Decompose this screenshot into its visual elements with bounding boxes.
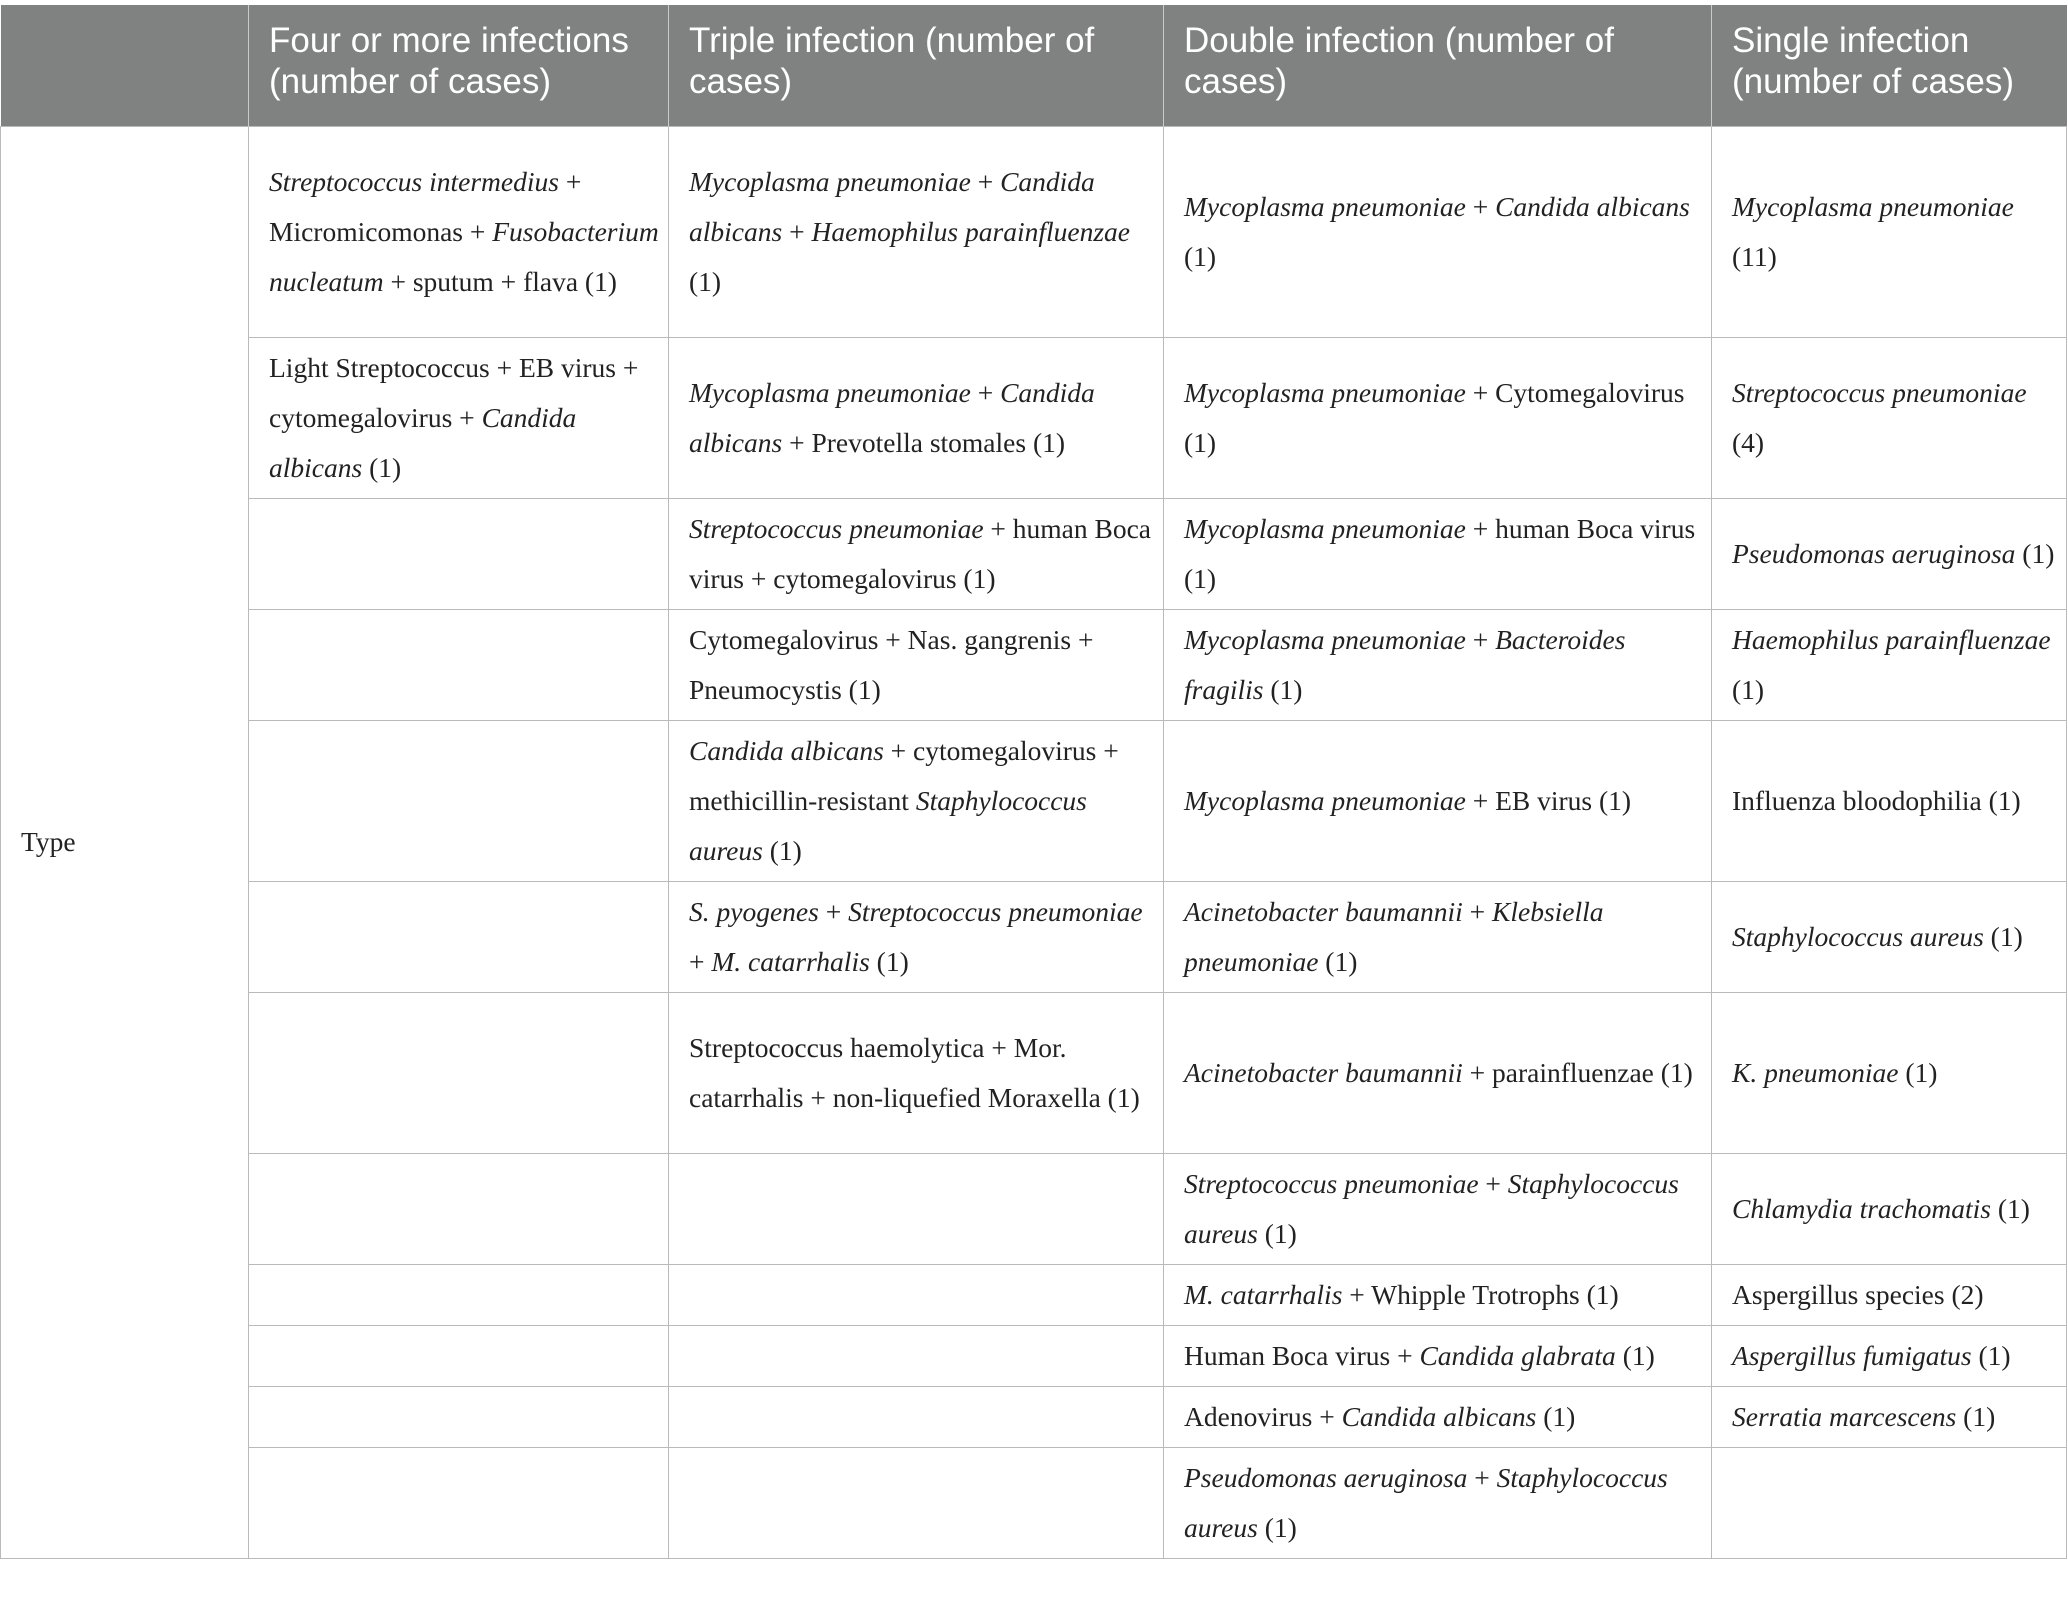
cell-text: (4) bbox=[1732, 426, 1765, 458]
cell-text: + parainfluenzae (1) bbox=[1462, 1056, 1693, 1088]
organism-name-italic: Pseudomonas aeruginosa bbox=[1732, 537, 2016, 569]
organism-name-italic: Streptococcus pneumoniae bbox=[848, 895, 1143, 927]
cell-text: + EB virus (1) bbox=[1465, 784, 1632, 816]
organism-name-italic: M. catarrhalis bbox=[1184, 1278, 1343, 1310]
organism-name-italic: Haemophilus parainfluenzae bbox=[1732, 623, 2051, 655]
organism-name-italic: Fusobacterium nucleatum bbox=[269, 215, 659, 297]
double-infection-cell bbox=[1164, 992, 1712, 1153]
table-row bbox=[1, 1447, 2067, 1558]
table-row bbox=[1, 1264, 2067, 1325]
cell-text: + bbox=[970, 376, 1001, 408]
four-or-more-cell bbox=[249, 1386, 669, 1447]
organism-name-italic: K. pneumoniae bbox=[1732, 1056, 1899, 1088]
single-infection-cell bbox=[1712, 881, 2067, 992]
single-infection-cell bbox=[1712, 720, 2067, 881]
double-infection-cell bbox=[1164, 720, 1712, 881]
cell-text: + bbox=[818, 895, 849, 927]
double-infection-cell bbox=[1164, 498, 1712, 609]
cell-text: + bbox=[689, 945, 712, 977]
organism-name-italic: Bacteroides fragilis bbox=[1184, 623, 1626, 705]
four-or-more-cell bbox=[249, 1447, 669, 1558]
double-infection-cell bbox=[1164, 337, 1712, 498]
cell-text: (1) bbox=[762, 834, 802, 866]
cell-text: + bbox=[1465, 623, 1496, 655]
four-or-more-cell bbox=[249, 720, 669, 881]
organism-name-italic: Mycoplasma pneumoniae bbox=[1184, 623, 1466, 655]
organism-name-italic: Mycoplasma pneumoniae bbox=[1184, 512, 1466, 544]
organism-name-italic: Streptococcus pneumoniae bbox=[689, 512, 984, 544]
cell-text: + human Boca virus + cytomegalovirus (1) bbox=[689, 512, 1152, 594]
cell-text: Influenza bloodophilia (1) bbox=[1732, 784, 2021, 816]
single-infection-cell bbox=[1712, 609, 2067, 720]
table-row bbox=[1, 992, 2067, 1153]
organism-name-italic: Chlamydia trachomatis bbox=[1732, 1192, 1991, 1224]
double-infection-cell bbox=[1164, 1325, 1712, 1386]
cell-text: (1) bbox=[1990, 1192, 2030, 1224]
cell-text: + Whipple Trotrophs (1) bbox=[1342, 1278, 1619, 1310]
triple-infection-cell bbox=[669, 1264, 1164, 1325]
table-row bbox=[1, 1153, 2067, 1264]
cell-text: + bbox=[1467, 1461, 1497, 1493]
organism-name-italic: Mycoplasma pneumoniae bbox=[689, 165, 971, 197]
single-infection-cell bbox=[1712, 126, 2067, 337]
cell-text: (1) bbox=[1184, 240, 1217, 272]
organism-name-italic: Streptococcus pneumoniae bbox=[1732, 376, 2027, 408]
table-row bbox=[1, 720, 2067, 881]
triple-infection-cell bbox=[669, 1153, 1164, 1264]
cell-text: + Prevotella stomales (1) bbox=[782, 426, 1066, 458]
table-row bbox=[1, 1325, 2067, 1386]
cell-text: + Micromicomonas + bbox=[269, 165, 582, 247]
cell-text: Light Streptococcus + EB virus + cytomegalovirus + bbox=[269, 351, 639, 433]
four-or-more-cell bbox=[249, 609, 669, 720]
organism-name-italic: Acinetobacter baumannii bbox=[1184, 1056, 1463, 1088]
four-or-more-cell bbox=[249, 498, 669, 609]
organism-name-italic: Candida albicans bbox=[1495, 190, 1690, 222]
organism-name-italic: Candida albicans bbox=[1341, 1400, 1537, 1432]
triple-infection-cell bbox=[669, 992, 1164, 1153]
organism-name-italic: Staphylococcus aureus bbox=[1184, 1461, 1668, 1543]
cell-text: + bbox=[970, 165, 1001, 197]
cell-text: Adenovirus + bbox=[1184, 1400, 1342, 1432]
organism-name-italic: Acinetobacter baumannii bbox=[1184, 895, 1463, 927]
header-single-infection: Single infection (number of cases) bbox=[1712, 5, 2067, 126]
cell-text: Streptococcus haemolytica + Mor. catarrhalis + non-liquefied Moraxella (1) bbox=[689, 1031, 1140, 1113]
single-infection-cell bbox=[1712, 337, 2067, 498]
cell-text: (1) bbox=[689, 265, 722, 297]
table-row bbox=[1, 498, 2067, 609]
four-or-more-cell bbox=[249, 126, 669, 337]
single-infection-cell bbox=[1712, 1325, 2067, 1386]
four-or-more-cell bbox=[249, 992, 669, 1153]
organism-name-italic: Candida albicans bbox=[689, 734, 884, 766]
four-or-more-cell bbox=[249, 1325, 669, 1386]
double-infection-cell bbox=[1164, 1153, 1712, 1264]
cell-text: + sputum + flava (1) bbox=[383, 265, 617, 297]
header-four-or-more-infections: Four or more infections (number of cases) bbox=[249, 5, 669, 126]
double-infection-cell bbox=[1164, 1264, 1712, 1325]
organism-name-italic: Staphylococcus aureus bbox=[1184, 1167, 1679, 1249]
cell-text: (1) bbox=[1257, 1511, 1297, 1543]
cell-text: (1) bbox=[1257, 1217, 1297, 1249]
cell-text: + bbox=[782, 215, 812, 247]
cell-text: (1) bbox=[1536, 1400, 1576, 1432]
triple-infection-cell bbox=[669, 881, 1164, 992]
single-infection-cell bbox=[1712, 1386, 2067, 1447]
cell-text: Human Boca virus + bbox=[1184, 1339, 1420, 1371]
single-infection-cell bbox=[1712, 1264, 2067, 1325]
double-infection-cell bbox=[1164, 881, 1712, 992]
infection-types-table bbox=[0, 5, 2067, 1559]
cell-text: Aspergillus species (2) bbox=[1732, 1278, 1984, 1310]
organism-name-italic: Staphylococcus aureus bbox=[1732, 920, 1984, 952]
organism-name-italic: Klebsiella pneumoniae bbox=[1184, 895, 1604, 977]
organism-name-italic: Candida glabrata bbox=[1419, 1339, 1616, 1371]
cell-text: (1) bbox=[869, 945, 909, 977]
cell-text: (1) bbox=[1615, 1339, 1655, 1371]
organism-name-italic: Pseudomonas aeruginosa bbox=[1184, 1461, 1468, 1493]
table-row bbox=[1, 126, 2067, 337]
single-infection-cell bbox=[1712, 498, 2067, 609]
header-triple-infection: Triple infection (number of cases) bbox=[669, 5, 1164, 126]
organism-name-italic: Candida albicans bbox=[269, 401, 577, 483]
cell-text: + Cytomegalovirus (1) bbox=[1184, 376, 1685, 458]
organism-name-italic: Aspergillus fumigatus bbox=[1732, 1339, 1972, 1371]
triple-infection-cell bbox=[669, 720, 1164, 881]
organism-name-italic: Candida albicans bbox=[689, 376, 1095, 458]
organism-name-italic: S. pyogenes bbox=[689, 895, 819, 927]
organism-name-italic: Mycoplasma pneumoniae bbox=[1184, 190, 1466, 222]
four-or-more-cell bbox=[249, 1264, 669, 1325]
cell-text: + human Boca virus (1) bbox=[1184, 512, 1696, 594]
organism-name-italic: Mycoplasma pneumoniae bbox=[1732, 190, 2014, 222]
organism-name-italic: Mycoplasma pneumoniae bbox=[689, 376, 971, 408]
table-row bbox=[1, 1386, 2067, 1447]
header-type-column bbox=[1, 5, 249, 126]
cell-text: Cytomegalovirus + Nas. gangrenis + Pneumocystis (1) bbox=[689, 623, 1094, 705]
type-label-cell: Type bbox=[1, 126, 249, 1558]
cell-text: (11) bbox=[1732, 240, 1777, 272]
organism-name-italic: Mycoplasma pneumoniae bbox=[1184, 784, 1466, 816]
double-infection-cell bbox=[1164, 126, 1712, 337]
four-or-more-cell bbox=[249, 1153, 669, 1264]
double-infection-cell bbox=[1164, 609, 1712, 720]
cell-text: + bbox=[1478, 1167, 1508, 1199]
cell-text: (1) bbox=[1732, 673, 1765, 705]
cell-text: (1) bbox=[1263, 673, 1303, 705]
triple-infection-cell bbox=[669, 609, 1164, 720]
double-infection-cell bbox=[1164, 1386, 1712, 1447]
single-infection-cell bbox=[1712, 1447, 2067, 1558]
single-infection-cell bbox=[1712, 992, 2067, 1153]
cell-text: (1) bbox=[1956, 1400, 1996, 1432]
single-infection-cell bbox=[1712, 1153, 2067, 1264]
organism-name-italic: Mycoplasma pneumoniae bbox=[1184, 376, 1466, 408]
double-infection-cell bbox=[1164, 1447, 1712, 1558]
cell-text: (1) bbox=[1983, 920, 2023, 952]
cell-text: + bbox=[1465, 190, 1496, 222]
cell-text: (1) bbox=[1318, 945, 1358, 977]
four-or-more-cell bbox=[249, 881, 669, 992]
cell-text: (1) bbox=[1971, 1339, 2011, 1371]
table-row bbox=[1, 881, 2067, 992]
organism-name-italic: Streptococcus intermedius bbox=[269, 165, 559, 197]
triple-infection-cell bbox=[669, 1325, 1164, 1386]
cell-text: (1) bbox=[362, 451, 402, 483]
triple-infection-cell bbox=[669, 1386, 1164, 1447]
triple-infection-cell bbox=[669, 337, 1164, 498]
header-double-infection: Double infection (number of cases) bbox=[1164, 5, 1712, 126]
triple-infection-cell bbox=[669, 126, 1164, 337]
four-or-more-cell bbox=[249, 337, 669, 498]
organism-name-italic: Candida albicans bbox=[689, 165, 1095, 247]
organism-name-italic: M. catarrhalis bbox=[711, 945, 870, 977]
table-header-row bbox=[1, 5, 2067, 126]
organism-name-italic: Haemophilus parainfluenzae bbox=[811, 215, 1130, 247]
cell-text: (1) bbox=[1898, 1056, 1938, 1088]
triple-infection-cell bbox=[669, 1447, 1164, 1558]
table-row bbox=[1, 609, 2067, 720]
table-row bbox=[1, 337, 2067, 498]
triple-infection-cell bbox=[669, 498, 1164, 609]
organism-name-italic: Staphylococcus aureus bbox=[689, 784, 1087, 866]
cell-text: (1) bbox=[2015, 537, 2055, 569]
table-body bbox=[1, 126, 2067, 1558]
organism-name-italic: Streptococcus pneumoniae bbox=[1184, 1167, 1479, 1199]
cell-text: + bbox=[1462, 895, 1493, 927]
cell-text: + cytomegalovirus + methicillin-resistant bbox=[689, 734, 1119, 816]
organism-name-italic: Serratia marcescens bbox=[1732, 1400, 1957, 1432]
